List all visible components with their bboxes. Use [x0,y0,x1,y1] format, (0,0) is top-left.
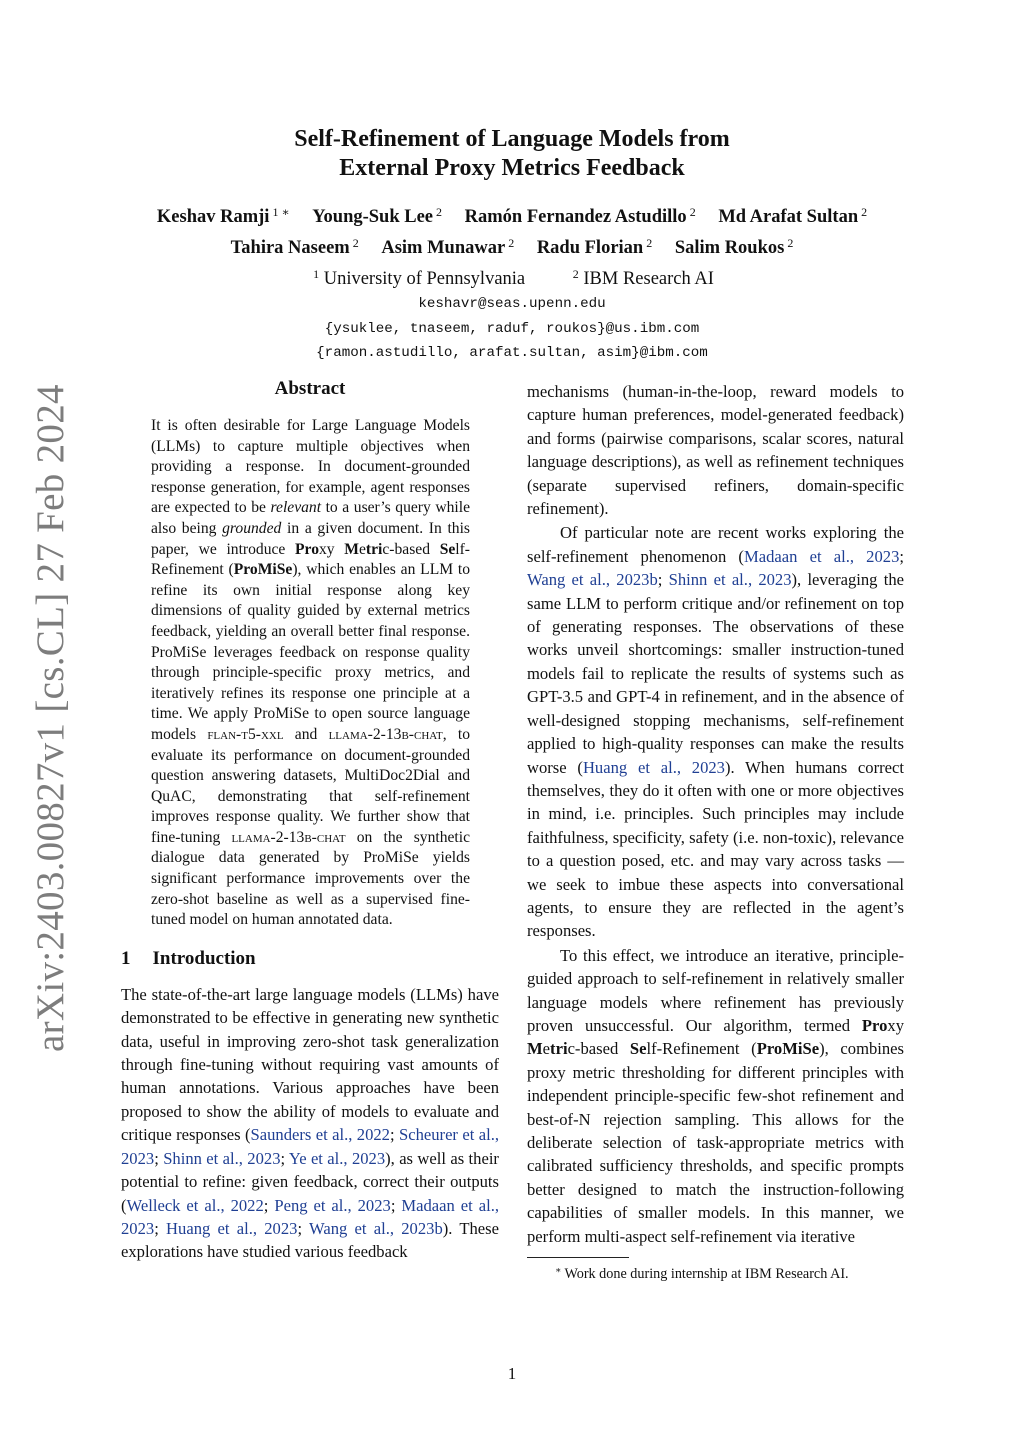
affiliation: $^1$ University of Pennsylvania [313,267,526,289]
footnote: ∗ Work done during internship at IBM Research AI. [555,1266,849,1283]
citation-link[interactable]: Huang et al., 2023 [582,757,725,777]
left-column [121,377,499,1264]
author-name: Asim Munawar $^2$ [381,236,515,258]
author-name: Md Arafat Sultan $^2$ [718,205,868,227]
author-name: Tahira Naseem $^2$ [230,236,359,258]
author-name: Salim Roukos $^2$ [674,236,794,258]
citation-link[interactable]: Ye et al., 2023 [288,1148,386,1168]
affiliation: $^2$ IBM Research AI [572,267,714,289]
affiliations [0,261,1024,292]
paper-title [0,125,1024,183]
citation-link[interactable]: Wang et al., 2023b [309,1218,443,1238]
abstract-text: It is often desirable for Large Language Models (LLMs) to capture multiple objectives when providing a response. In document-grounded response generation, for example, agent responses are expected to be relevant to a user’s query while also being grounded in a given document. In this paper, we introduce Proxy Metric-based Self-Refinement (ProMiSe), which enables an LLM to refine its own initial response along key dimensions of quality guided by external metrics feedback, yielding an overall better final response. ProMiSe leverages feedback on response quality through principle-specific proxy metrics, and iteratively refines its response one principle at a time. We apply ProMiSe to open source language models flan-t5-xxl and llama-2-13b-chat, to evaluate its performance on document-grounded question answering datasets, MultiDoc2Dial and QuAC, demonstrating that self-refinement improves response quality. We further show that fine-tuning llama-2-13b-chat on the synthetic dialogue data generated by ProMiSe yields significant performance improvements over the zero-shot baseline as well as a supervised fine-tuned model on human annotated data. [151,417,471,929]
author-block [0,199,1024,366]
author-row-1 [0,199,1024,230]
body-paragraph: mechanisms (human-in-the-loop, reward models to capture human preferences, model-generated feedback) and forms (pairwise comparisons, scalar scores, natural language descriptions), as well as refinement techniques (separate supervised refiners, domain-specific refinement). [527,382,904,519]
citation-link[interactable]: Madaan et al., 2023 [121,1195,499,1238]
author-row-2 [0,230,1024,261]
section-heading-introduction: 1 Introduction [121,947,256,969]
abstract-heading: Abstract [274,378,346,399]
right-column [527,380,904,1283]
citation-link[interactable]: Scheurer et al., 2023 [121,1125,499,1168]
author-name: Young-Suk Lee $^2$ [312,205,443,227]
citation-link[interactable]: Madaan et al., 2023 [743,546,900,566]
author-name: Ramón Fernandez Astudillo $^2$ [464,205,696,227]
citation-link[interactable]: Huang et al., 2023 [166,1218,298,1238]
body-paragraph: Of particular note are recent works exploring the self-refinement phenomenon (Madaan et al., 2023; Wang et al., 2023b; Shinn et al., 2023), leveraging the same LLM to perform critique and/or refinement on top of generating responses. The observations of these works unveil shortcomings: smaller instruction-tuned models fail to replicate the results of systems such as GPT-3.5 and GPT-4 in refinement, and in the absence of well-designed stopping mechanisms, self-refinement applied to high-quality responses can make the results worse (Huang et al., 2023). When humans correct themselves, they do it often with one or more objectives in mind, i.e. principles. Such principles may include faithfulness, specificity, safety (i.e. non-toxic), relevance to a question posed, etc. and may vary across tasks — we seek to imbue these aspects into conversational agents, to ensure they are reflected in the agent’s responses. [527,523,904,941]
citation-link[interactable]: Shinn et al., 2023 [163,1148,281,1168]
arxiv-identifier-stamp: arXiv:2403.00827v1 [cs.CL] 27 Feb 2024 [29,384,72,1052]
citation-link[interactable]: Peng et al., 2023 [274,1195,391,1215]
author-email: keshavr@seas.upenn.edu [418,296,606,312]
intro-paragraph: The state-of-the-art large language models (LLMs) have demonstrated to be effective in generating new synthetic data, useful in improving zero-shot task generalization through fine-tuning without requiring vast amounts of human annotations. Various approaches have been proposed to show the ability of models to evaluate and critique responses (Saunders et al., 2022; Scheurer et al., 2023; Shinn et al., 2023; Ye et al., 2023), as well as their potential to refine: given feedback, correct their outputs (Welleck et al., 2022; Peng et al., 2023; Madaan et al., 2023; Huang et al., 2023; Wang et al., 2023b). These explorations have studied various feedback [121,984,499,1262]
citation-link[interactable]: Shinn et al., 2023 [668,570,792,590]
citation-link[interactable]: Welleck et al., 2022 [126,1195,264,1215]
footnote-divider [527,1257,629,1258]
author-email: {ramon.astudillo, arafat.sultan, asim}@ibm.com [316,345,708,361]
title-line-2: External Proxy Metrics Feedback [339,155,685,181]
citation-link[interactable]: Wang et al., 2023b [527,570,658,590]
title-line-1: Self-Refinement of Language Models from [294,126,730,152]
author-email: {ysuklee, tnaseem, raduf, roukos}@us.ibm.com [324,320,700,337]
page-number: 1 [507,1364,517,1383]
author-name: Radu Florian $^2$ [536,236,653,258]
body-paragraph: To this effect, we introduce an iterative, principle-guided approach to self-refinement in relatively smaller language models where refinement has previously proven unsuccessful. Our algorithm, termed Proxy Metric-based Self-Refinement (ProMiSe), combines proxy metric thresholding for different principles with independent principle-specific few-shot refinement and best-of-N rejection sampling. This allows for the deliberate selection of task-appropriate metrics with calibrated sufficiency thresholds, and specific prompts better designed to match the instruction-following capabilities of smaller models. In this manner, we perform multi-aspect self-refinement via iterative [527,945,905,1246]
citation-link[interactable]: Saunders et al., 2022 [250,1125,390,1145]
author-name: Keshav Ramji $^{1 ∗}$ [156,205,290,227]
